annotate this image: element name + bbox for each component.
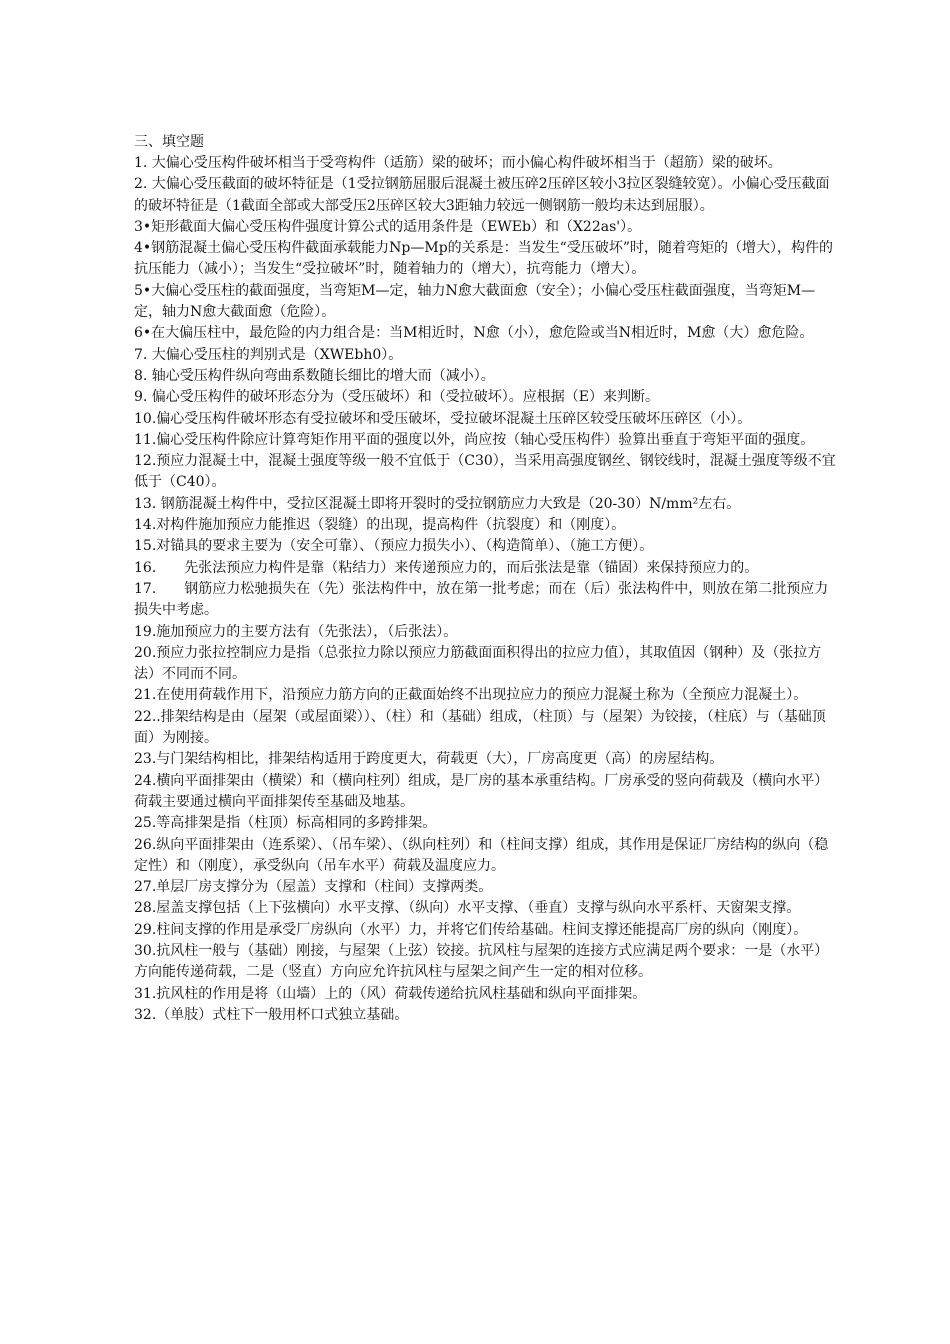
list-item: 25.等高排架是指（柱顶）标高相同的多跨排架。 — [134, 815, 437, 832]
list-item: 1. 大偏心受压构件破坏相当于受弯构件（适筋）梁的破坏；而小偏心构件破坏相当于（超筋）梁的破坏。 — [134, 155, 782, 171]
list-item: 32.（单肢）式柱下一般用杯口式独立基础。 — [134, 1006, 409, 1023]
list-item: 14.对构件施加预应力能推迟（裂缝）的出现，提高构件（抗裂度）和（刚度）。 — [134, 517, 626, 534]
list-item: 30.抗风柱一般与（基础）刚接，与屋架（上弦）铰接。抗风柱与屋架的连接方式应满足两个要求：一是（水平）方向能传递荷载，二是（竖直）方向应允许抗风柱与屋架之间产生一定的相对位移。 — [134, 942, 829, 981]
list-item: 19.施加预应力的主要方法有（先张法），（后张法）。 — [134, 623, 458, 640]
list-item: 28.屋盖支撑包括（上下弦横向）水平支撑、（纵向）水平支撑、（垂直）支撑与纵向水平系杆、天窗架支撑。 — [134, 900, 801, 917]
document-page — [134, 131, 836, 1026]
list-item: 7. 大偏心受压柱的判别式是（XWEbh0）。 — [134, 346, 403, 363]
list-item: 3•矩形截面大偏心受压构件强度计算公式的适用条件是（EWEb）和（X22as'）。 — [134, 218, 642, 235]
list-item: 5•大偏心受压柱的截面强度，当弯矩M—定，轴力N愈大截面愈（安全）；小偏心受压柱截面强度，当弯矩M—定，轴力N愈大截面愈（危险）。 — [134, 282, 816, 321]
list-item: 21.在使用荷载作用下，沿预应力筋方向的正截面始终不出现拉应力的预应力混凝土称为（全预应力混凝土）。 — [134, 687, 808, 704]
list-item: 12.预应力混凝土中，混凝土强度等级一般不宜低于（C30），当采用高强度钢丝、钢铰线时，混凝土强度等级不宜低于（C40）。 — [134, 453, 836, 491]
question-list — [134, 153, 836, 1026]
list-item: 13. 钢筋混凝土构件中，受拉区混凝土即将开裂时的受拉钢筋应力大致是（20-30）N/mm²左右。 — [134, 495, 741, 512]
list-item: 22..排架结构是由（屋架（或屋面梁））、（柱）和（基础）组成，（柱顶）与（屋架）为铰接，（柱底）与（基础顶面）为刚接。 — [134, 708, 826, 747]
list-item: 6•在大偏压柱中，最危险的内力组合是：当M相近时，N愈（小），愈危险或当N相近时，M愈（大）愈危险。 — [134, 325, 814, 342]
list-item: 29.柱间支撑的作用是承受厂房纵向（水平）力，并将它们传给基础。柱间支撑还能提高厂房的纵向（刚度）。 — [134, 921, 808, 938]
list-item: 16. 先张法预应力构件是靠（粘结力）来传递预应力的，而后张法是靠（锚固）来保持预应力的。 — [134, 559, 759, 576]
list-item: 23.与门架结构相比，排架结构适用于跨度更大，荷载更（大），厂房高度更（高）的房屋结构。 — [134, 751, 724, 768]
list-item: 26.纵向平面排架由（连系梁）、（吊车梁）、（纵向柱列）和（柱间支撑）组成，其作用是保证厂房结构的纵向（稳定性）和（刚度），承受纵向（吊车水平）荷载及温度应力。 — [134, 836, 829, 874]
list-item: 4•钢筋混凝土偏心受压构件截面承载能力Np—Mp的关系是：当发生“受压破坏”时，随着弯矩的（增大），构件的抗压能力（减小）；当发生“受拉破坏”时，随着轴力的（增大），抗弯能力（增大）。 — [134, 240, 833, 278]
list-item: 27.单层厂房支撑分为（屋盖）支撑和（柱间）支撑两类。 — [134, 879, 493, 896]
section-title: 三、填空题 — [134, 134, 204, 150]
list-item: 31.抗风柱的作用是将（山墙）上的（风）荷载传递给抗风柱基础和纵向平面排架。 — [134, 985, 647, 1002]
list-item: 17. 钢筋应力松驰损失在（先）张法构件中，放在第一批考虑；而在（后）张法构件中，则放在第二批预应力损失中考虑。 — [134, 580, 829, 619]
list-item: 8. 轴心受压构件纵向弯曲系数随长细比的增大而（减小）。 — [134, 367, 495, 384]
list-item: 11.偏心受压构件除应计算弯矩作用平面的强度以外，尚应按（轴心受压构件）验算出垂直于弯矩平面的强度。 — [134, 431, 815, 448]
list-item: 24.横向平面排架由（横梁）和（横向柱列）组成，是厂房的基本承重结构。厂房承受的竖向荷载及（横向水平）荷载主要通过横向平面排架传至基础及地基。 — [134, 772, 829, 810]
list-item: 15.对锚具的要求主要为（安全可靠）、（预应力损失小）、（构造简单）、（施工方便）。 — [134, 538, 654, 555]
list-item: 9. 偏心受压构件的破坏形态分为（受压破坏）和（受拉破坏）。应根据（E）来判断。 — [134, 389, 660, 406]
list-item: 20.预应力张拉控制应力是指（总张拉力除以预应力筋截面面积得出的拉应力值），其取值因（钢种）及（张拉方法）不同而不同。 — [134, 644, 822, 683]
list-item: 10.偏心受压构件破坏形态有受拉破坏和受压破坏，受拉破坏混凝土压碎区较受压破坏压碎区（小）。 — [134, 410, 752, 427]
list-item: 2. 大偏心受压截面的破坏特征是（1受拉钢筋屈服后混凝土被压碎2压碎区较小3拉区裂缝较宽）。小偏心受压截面的破坏特征是（1截面全部或大部受压2压碎区较大3距轴力较远一侧钢筋一般均未达到屈服）。 — [134, 176, 830, 214]
